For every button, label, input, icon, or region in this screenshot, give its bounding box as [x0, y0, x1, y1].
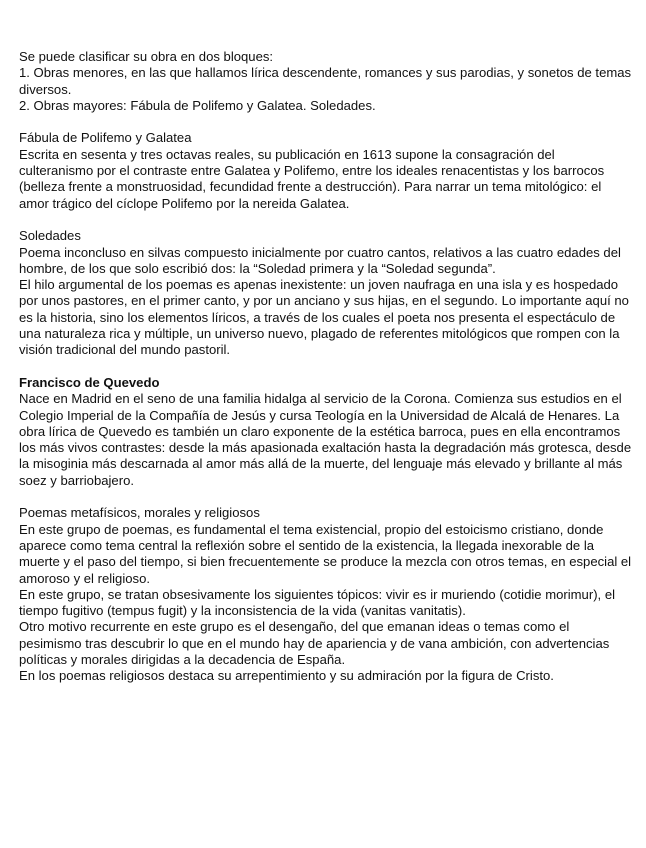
poemas-paragraph-existential: En este grupo de poemas, es fundamental el tema existencial, propio del estoicismo cristiano, donde aparece como tema central la reflexión sobre el sentido de la existencia, la llegada inexorable de la muerte y el paso del tiempo, si bien frecuentemente se produce la mezcla con otros temas, en especial el amoroso y el religioso. [19, 521, 632, 586]
soledades-heading: Soledades [19, 228, 81, 244]
soledades-section [19, 228, 632, 358]
poemas-paragraph-desengano: Otro motivo recurrente en este grupo es el desengaño, del que emanan ideas o temas como el pesimismo tras descubrir lo que en el mundo hay de apariencia y de vana ambición, con advertencias políticas y morales dirigidas a la decadencia de España. [19, 619, 610, 667]
poemas-heading: Poemas metafísicos, morales y religiosos [19, 505, 260, 521]
poemas-section [19, 505, 632, 684]
polifemo-section [19, 130, 632, 211]
quevedo-heading: Francisco de Quevedo [19, 374, 160, 390]
poemas-paragraph-religious: En los poemas religiosos destaca su arrepentimiento y su admiración por la figura de Cristo. [19, 668, 554, 684]
soledades-paragraph-plot: El hilo argumental de los poemas es apenas inexistente: un joven naufraga en una isla y es hospedado por unos pastores, en el primer canto, y por un anciano y sus hijas, en el segundo. Lo importante aquí no es la historia, sino los elementos líricos, a través de los cuales el poeta nos presenta el espectáculo de una naturaleza rica y múltiple, un universo nuevo, plagado de referentes mitológicos que rompen con la visión tradicional del mundo pastoril. [19, 277, 629, 358]
intro-item-minor-works: 1. Obras menores, en las que hallamos lírica descendente, romances y sus parodias, y sonetos de temas diversos. [19, 65, 632, 97]
soledades-paragraph-structure: Poema inconcluso en silvas compuesto inicialmente por cuatro cantos, relativos a las cuatro edades del hombre, de los que solo escribió dos: la “Soledad primera y la “Soledad segunda”. [19, 244, 621, 276]
spacer [19, 212, 632, 228]
polifemo-paragraph: Escrita en sesenta y tres octavas reales, su publicación en 1613 supone la consagración del culteranismo por el contraste entre Galatea y Polifemo, entre los ideales renacentistas y los barrocos (belleza frente a monstruosidad, fecundidad frente a destrucción). Para narrar un tema mitológico: el amor trágico del cíclope Polifemo por la nereida Galatea. [19, 146, 605, 211]
poemas-paragraph-topics: En este grupo, se tratan obsesivamente los siguientes tópicos: vivir es ir muriendo (cotidie morimur), el tiempo fugitivo (tempus fugit) y la inconsistencia de la vida (vanitas vanitatis). [19, 586, 616, 619]
intro-line: Se puede clasificar su obra en dos bloques: [19, 49, 274, 64]
spacer [19, 489, 632, 505]
intro-item-major-works: 2. Obras mayores: Fábula de Polifemo y Galatea. Soledades. [19, 97, 376, 113]
spacer [19, 359, 632, 375]
quevedo-paragraph: Nace en Madrid en el seno de una familia hidalga al servicio de la Corona. Comienza sus estudios en el Colegio Imperial de la Compañía de Jesús y cursa Teología en la Universidad de Alcalá de Henares. La obra lírica de Quevedo es también un claro exponente de la estética barroca, pues en ella encontramos los más vivos contrastes: desde la más apasionada exaltación hasta la degradación más grotesca, desde la misoginia más descarnada al amor más allá de la muerte, del lenguaje más elevado y brillante al más soez y barriobajero. [19, 391, 632, 488]
quevedo-section [19, 375, 632, 489]
polifemo-heading: Fábula de Polifemo y Galatea [19, 130, 192, 146]
spacer [19, 114, 632, 130]
intro-section [19, 49, 632, 114]
